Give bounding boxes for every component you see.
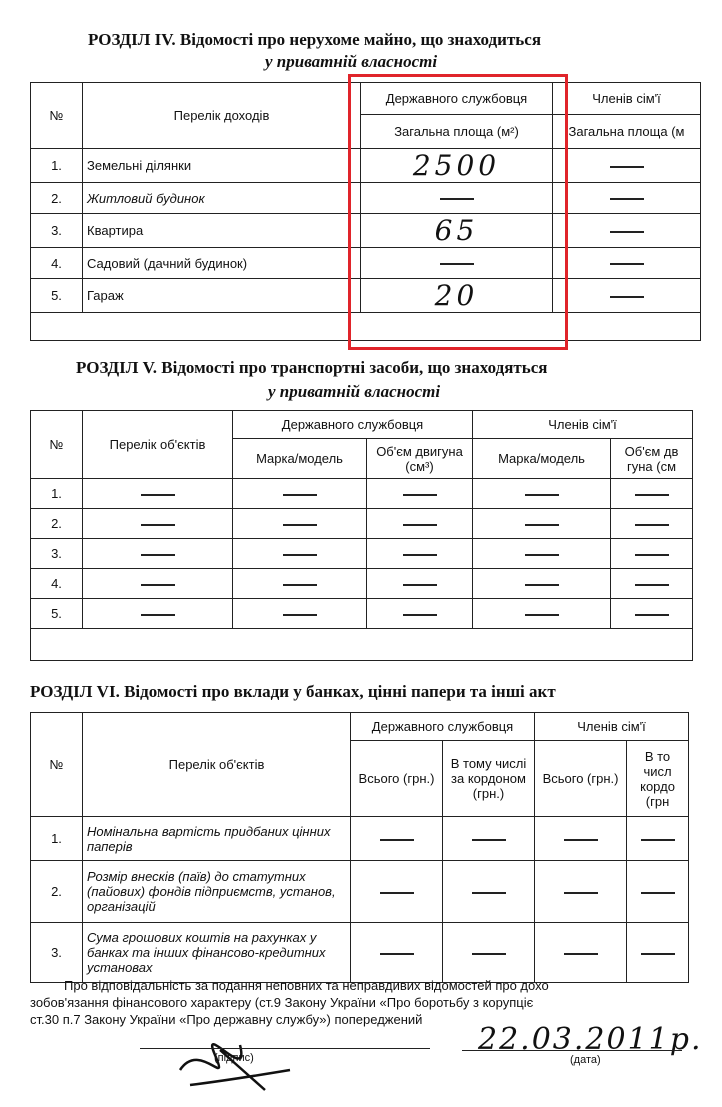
row-cell (473, 479, 611, 509)
row-cell (473, 539, 611, 569)
row-cell (367, 569, 473, 599)
row-cell (611, 599, 693, 629)
header-family: Членів сім'ї (535, 713, 689, 741)
dash-mark (525, 554, 559, 556)
dash-mark (403, 524, 437, 526)
signature-mark (170, 1030, 300, 1100)
row-cell (443, 923, 535, 983)
row-cell (233, 569, 367, 599)
header-no: № (31, 713, 83, 817)
row-cell (611, 509, 693, 539)
dash-mark (283, 584, 317, 586)
section-4-heading: Відомості про нерухоме майно, що знаходиться (179, 30, 542, 49)
dash-mark (380, 839, 414, 841)
row-name: Сума грошових коштів на рахунках у банках та інших фінансово-кредитних установах (83, 923, 351, 983)
row-name: Квартира (83, 214, 361, 248)
header-official: Державного службовця (351, 713, 535, 741)
dash-mark (641, 892, 675, 894)
row-family-value (553, 214, 701, 248)
dash-mark (635, 614, 669, 616)
dash-mark (403, 554, 437, 556)
row-cell (83, 509, 233, 539)
row-cell (473, 509, 611, 539)
row-no: 2. (31, 861, 83, 923)
row-family-value (553, 279, 701, 313)
row-name: Номінальна вартість придбаних цінних паперів (83, 817, 351, 861)
dash-mark (283, 554, 317, 556)
header-engine-family: Об'єм дв гуна (см (611, 439, 693, 479)
dash-mark (525, 584, 559, 586)
row-official-value: 2500 (361, 149, 553, 183)
row-no: 3. (31, 214, 83, 248)
row-no: 4. (31, 248, 83, 279)
dash-mark (635, 524, 669, 526)
row-cell (473, 599, 611, 629)
row-cell (443, 861, 535, 923)
dash-mark (610, 263, 644, 265)
dash-mark (283, 494, 317, 496)
footer-line-1: Про відповідальність за подання неповних та неправдивих відомостей про дохо (64, 978, 549, 993)
row-cell (627, 861, 689, 923)
dash-mark (283, 614, 317, 616)
header-family: Членів сім'ї (473, 411, 693, 439)
dash-mark (403, 584, 437, 586)
dash-mark (610, 166, 644, 168)
row-cell (83, 479, 233, 509)
row-name: Земельні ділянки (83, 149, 361, 183)
dash-mark (380, 953, 414, 955)
row-no: 5. (31, 279, 83, 313)
section-5-prefix: РОЗДІЛ V. (76, 358, 158, 377)
dash-mark (564, 839, 598, 841)
row-no: 4. (31, 569, 83, 599)
dash-mark (525, 614, 559, 616)
date-value: 22.03.2011р. (478, 1022, 703, 1057)
row-name: Садовий (дачний будинок) (83, 248, 361, 279)
header-abroad-official: В тому числі за кордоном (грн.) (443, 741, 535, 817)
dash-mark (610, 231, 644, 233)
row-cell (535, 923, 627, 983)
row-cell (351, 817, 443, 861)
dash-mark (525, 524, 559, 526)
row-cell (367, 599, 473, 629)
dash-mark (380, 892, 414, 894)
dash-mark (403, 614, 437, 616)
signature-line (140, 1048, 430, 1049)
signature-label: (підпис) (214, 1052, 254, 1064)
dash-mark (141, 494, 175, 496)
header-abroad-family: В то числ кордо (грн (627, 741, 689, 817)
row-cell (535, 817, 627, 861)
dash-mark (564, 953, 598, 955)
header-brand-official: Марка/модель (233, 439, 367, 479)
dash-mark (635, 494, 669, 496)
row-no: 1. (31, 817, 83, 861)
header-family: Членів сім'ї (553, 83, 701, 115)
dash-mark (641, 953, 675, 955)
footer-line-2: зобов'язання фінансового характеру (ст.9 Закону України «Про боротьбу з корупціє (30, 995, 534, 1010)
date-line (462, 1050, 682, 1051)
section-4-subtitle: у приватній власності (265, 52, 438, 71)
dash-mark (525, 494, 559, 496)
row-cell (233, 539, 367, 569)
header-official: Державного службовця (233, 411, 473, 439)
section-5-heading: Відомості про транспортні засоби, що знаходяться (161, 358, 548, 377)
dash-mark (564, 892, 598, 894)
section-4-prefix: РОЗДІЛ IV. (88, 30, 176, 49)
header-list: Перелік об'єктів (83, 411, 233, 479)
row-cell (233, 479, 367, 509)
header-area-official: Загальна площа (м²) (361, 115, 553, 149)
row-cell (611, 479, 693, 509)
row-cell (611, 539, 693, 569)
row-cell (627, 923, 689, 983)
header-area-family: Загальна площа (м (553, 115, 701, 149)
row-cell (367, 539, 473, 569)
row-cell (611, 569, 693, 599)
dash-mark (610, 198, 644, 200)
header-no: № (31, 411, 83, 479)
section-6-heading: Відомості про вклади у банках, цінні папери та інші акт (124, 682, 556, 701)
row-family-value (553, 149, 701, 183)
row-name: Житловий будинок (83, 183, 361, 214)
dash-mark (472, 839, 506, 841)
row-cell (535, 861, 627, 923)
row-cell (627, 817, 689, 861)
dash-mark (635, 584, 669, 586)
row-name: Гараж (83, 279, 361, 313)
section-5-table (30, 410, 693, 661)
row-no: 2. (31, 183, 83, 214)
dash-mark (472, 953, 506, 955)
dash-mark (141, 614, 175, 616)
header-no: № (31, 83, 83, 149)
row-no: 1. (31, 149, 83, 183)
dash-mark (283, 524, 317, 526)
row-cell (83, 539, 233, 569)
row-family-value (553, 183, 701, 214)
dash-mark (141, 554, 175, 556)
row-no: 1. (31, 479, 83, 509)
row-name: Розмір внесків (паїв) до статутних (пайових) фондів підприємств, установ, організацій (83, 861, 351, 923)
empty-row (31, 629, 693, 661)
header-total-family: Всього (грн.) (535, 741, 627, 817)
header-total-official: Всього (грн.) (351, 741, 443, 817)
dash-mark (141, 524, 175, 526)
row-cell (83, 569, 233, 599)
dash-mark (635, 554, 669, 556)
section-5-subtitle: у приватній власності (268, 382, 441, 401)
dash-mark (641, 839, 675, 841)
row-no: 5. (31, 599, 83, 629)
header-engine-official: Об'єм двигуна (см³) (367, 439, 473, 479)
row-official-value: 65 (361, 214, 553, 248)
section-4-title (88, 30, 541, 50)
highlight-box (348, 74, 568, 350)
header-list: Перелік доходів (83, 83, 361, 149)
row-cell (233, 509, 367, 539)
date-label: (дата) (570, 1054, 601, 1066)
row-cell (351, 861, 443, 923)
section-6-table (30, 712, 689, 983)
row-no: 3. (31, 539, 83, 569)
row-no: 3. (31, 923, 83, 983)
dash-mark (141, 584, 175, 586)
dash-mark (610, 296, 644, 298)
row-cell (367, 479, 473, 509)
row-cell (351, 923, 443, 983)
row-cell (443, 817, 535, 861)
row-family-value (553, 248, 701, 279)
row-no: 2. (31, 509, 83, 539)
section-5-title (76, 358, 547, 378)
section-6-prefix: РОЗДІЛ VI. (30, 682, 120, 701)
row-cell (233, 599, 367, 629)
section-6-title (30, 682, 556, 702)
row-cell (367, 509, 473, 539)
row-cell (473, 569, 611, 599)
dash-mark (403, 494, 437, 496)
header-official: Державного службовця (361, 83, 553, 115)
row-cell (83, 599, 233, 629)
footer-line-3: ст.30 п.7 Закону України «Про державну службу») попереджений (30, 1012, 423, 1027)
row-official-value: 20 (361, 279, 553, 313)
header-brand-family: Марка/модель (473, 439, 611, 479)
header-list: Перелік об'єктів (83, 713, 351, 817)
dash-mark (472, 892, 506, 894)
